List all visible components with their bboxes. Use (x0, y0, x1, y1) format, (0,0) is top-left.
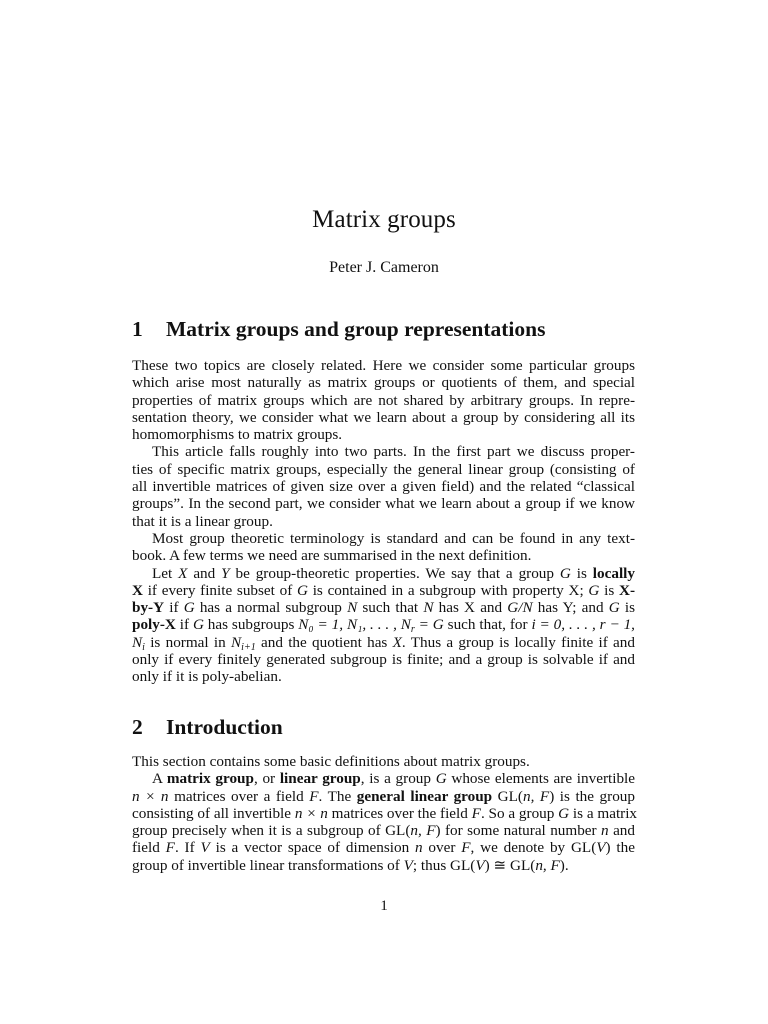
defined-term: matrix group (166, 770, 254, 788)
defined-term: general linear group (356, 787, 493, 805)
text-line: consisting of all invertible n × n matrices over the field F. So a group G is a matrix (132, 804, 638, 822)
section-2-body (132, 753, 638, 874)
section-heading-2 (132, 715, 283, 740)
text-line: all invertible matrices of given size over a given field) and the related “classical (132, 478, 635, 496)
page-number: 1 (380, 897, 388, 914)
defined-term: X (132, 581, 143, 599)
defined-term: X- (618, 581, 636, 599)
section-title: Introduction (166, 715, 283, 739)
section-1-body (132, 357, 635, 686)
section-number: 1 (132, 317, 143, 341)
text-line: poly-X if G has subgroups N₀ = 1, N₁, . . . , $N_r = G$ such that, for i = 0, . . . , r − 1, (132, 616, 635, 636)
text-line: These two topics are closely related. Here we consider some particular groups (132, 357, 635, 374)
text-line: Most group theoretic terminology is standard and can be found in any text- (152, 529, 635, 547)
section-heading-1 (132, 317, 545, 342)
text-line: A matrix group, or linear group, is a group G whose elements are invertible (152, 770, 635, 788)
section-number: 2 (132, 715, 143, 739)
text-line: only if every finitely generated subgroup is finite; and a group is solvable if and (132, 651, 635, 669)
text-line: field F. If V is a vector space of dimension n over F, we denote by GL(V) the (132, 839, 635, 857)
text-line: that it is a linear group. (132, 512, 273, 530)
text-line: homomorphisms to matrix groups. (132, 426, 343, 444)
text-line: by-Y if G has a normal subgroup N such that N has X and G/N has Y; and G is (132, 599, 635, 617)
text-line: which arise most naturally as matrix groups or quotients of them, and special (132, 374, 635, 392)
paper-author: Peter J. Cameron (329, 259, 439, 276)
text-line: only if it is poly-abelian. (132, 668, 282, 686)
defined-term: locally (592, 564, 635, 582)
text-line: Let X and Y be group-theoretic properties. We say that a group G is locally (152, 564, 635, 582)
text-line: sentation theory, we consider what we learn about a group by considering all its (132, 408, 635, 426)
text-line: n × n matrices over a field F. The general linear group GL(n, F) is the group (132, 787, 635, 805)
text-line: book. A few terms we need are summarised in the next definition. (132, 547, 532, 565)
defined-term: by-Y (132, 599, 165, 617)
text-line: This article falls roughly into two parts. In the first part we discuss proper- (152, 443, 635, 461)
text-line: group of invertible linear transformations of V; thus GL(V) ≅ GL(n, F). (132, 856, 569, 874)
defined-term: poly-X (132, 616, 176, 634)
section-title: Matrix groups and group representations (166, 317, 546, 341)
text-line: This section contains some basic definitions about matrix groups. (132, 753, 530, 770)
text-line: properties of matrix groups which are not shared by arbitrary groups. In repre- (132, 391, 635, 409)
paper-title: Matrix groups (312, 206, 456, 233)
text-line: groups”. In the second part, we consider what we learn about a group if we know (132, 495, 635, 513)
text-line: $N_i$ is normal in $N_{i+1}$ and the quotient has X. Thus a group is locally finite if and (132, 633, 635, 653)
defined-term: linear group (279, 770, 361, 788)
text-line: X if every finite subset of G is contained in a subgroup with property X; G is X- (132, 581, 636, 599)
text-line: group precisely when it is a subgroup of GL(n, F) for some natural number n and (132, 822, 635, 840)
text-line: ties of specific matrix groups, especially the general linear group (consisting of (132, 460, 635, 478)
